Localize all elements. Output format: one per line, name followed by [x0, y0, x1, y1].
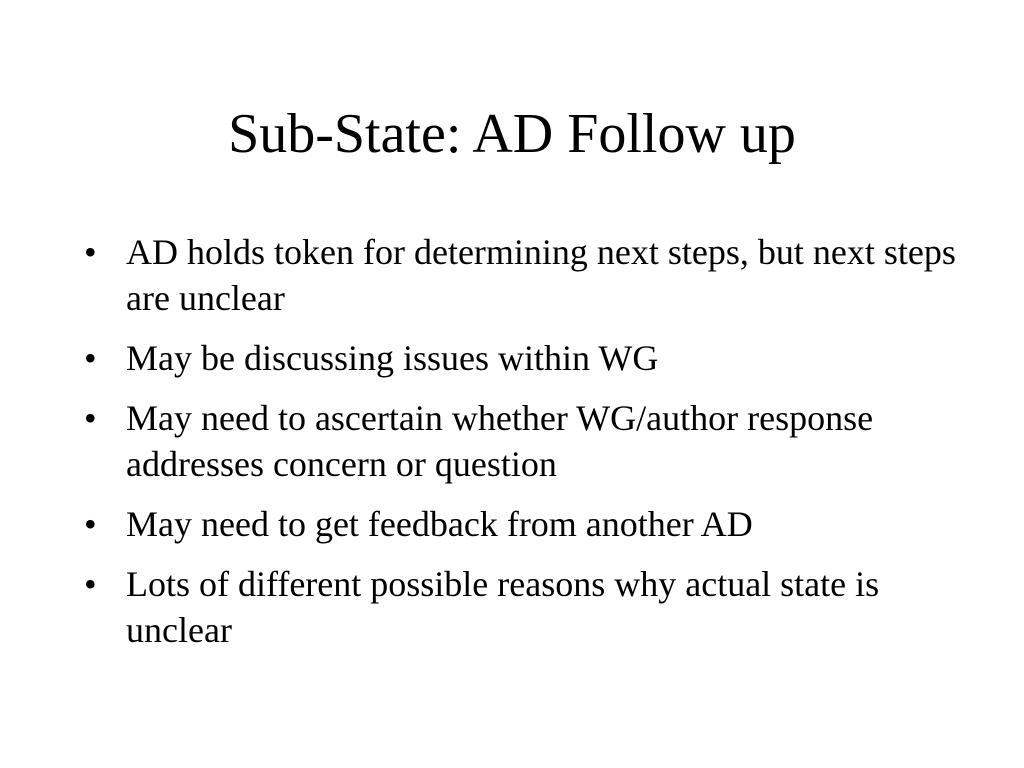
bullet-text: AD holds token for determining next steps, but next steps are unclear — [126, 232, 956, 318]
bullet-text: May be discussing issues within WG — [126, 338, 659, 378]
bullet-text: May need to ascertain whether WG/author response addresses concern or question — [126, 398, 874, 484]
bullet-text: Lots of different possible reasons why actual state is unclear — [126, 564, 880, 650]
bullet-item — [84, 229, 964, 321]
bullet-item — [84, 561, 964, 653]
bullet-icon: • — [84, 398, 97, 438]
bullet-item — [84, 395, 964, 487]
bullet-icon: • — [84, 564, 97, 604]
bullet-item — [84, 501, 964, 547]
bullet-icon: • — [84, 338, 97, 378]
bullet-list — [84, 229, 964, 667]
slide-title: Sub-State: AD Follow up — [228, 103, 796, 165]
bullet-item — [84, 335, 964, 381]
bullet-icon: • — [84, 232, 97, 272]
bullet-text: May need to get feedback from another AD — [126, 504, 753, 544]
bullet-icon: • — [84, 504, 97, 544]
